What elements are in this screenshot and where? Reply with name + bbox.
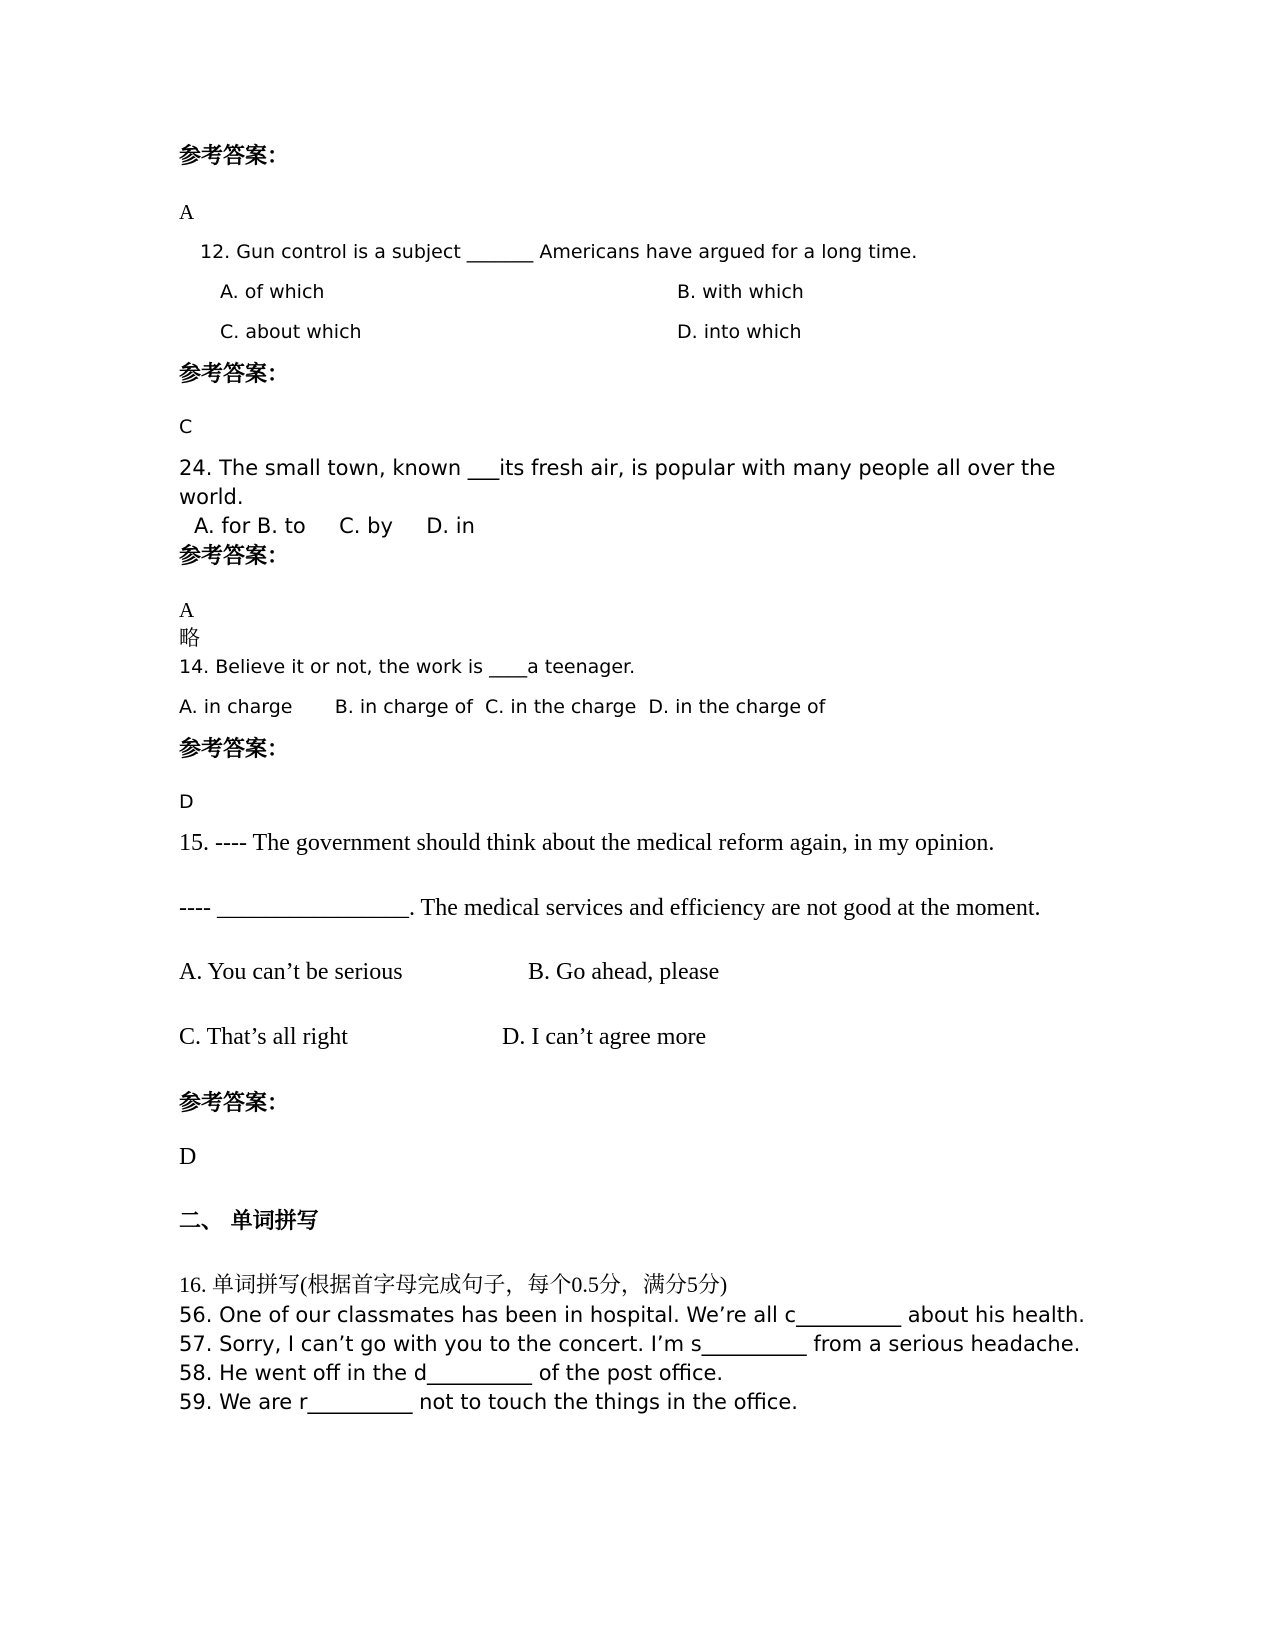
answer-heading: 参考答案： [179,544,290,569]
answer-heading: 参考答案： [179,1091,290,1116]
answer-text: D [179,1144,197,1170]
answer-text: A [179,598,195,622]
question-24-line1: 24. The small town, known ___its fresh air, is popular with many people all over the [179,456,1056,480]
option-d: D. I can’t agree more [502,1024,707,1050]
answer-heading: 参考答案： [179,144,290,169]
option-b: B. Go ahead, please [528,959,720,985]
answer-text: C [179,416,193,438]
option-a: A. of which [220,281,325,303]
section-heading: 二、 单词拼写 [179,1209,319,1234]
options-line: A. for B. to C. by D. in [194,514,475,538]
option-b: B. with which [677,281,804,303]
spelling-item-56: 56. One of our classmates has been in hospital. We’re all c__________ about his health. [179,1303,1085,1327]
answer-text: A [179,200,195,224]
question-15-line2: ---- ________________. The medical services and efficiency are not good at the moment. [179,895,1041,921]
answer-heading: 参考答案： [179,737,290,762]
answer-heading: 参考答案： [179,362,290,387]
instruction: 16. 单词拼写(根据首字母完成句子，每个0.5分，满分5分) [179,1272,728,1297]
options-line: A. in charge B. in charge of C. in the charge D. in the charge of [179,696,826,718]
question-14: 14. Believe it or not, the work is ____a teenager. [179,656,636,678]
spelling-item-59: 59. We are r__________ not to touch the things in the office. [179,1390,798,1414]
question-15-line1: 15. ---- The government should think about the medical reform again, in my opinion. [179,830,995,856]
answer-note: 略 [179,626,200,650]
answer-text: D [179,791,194,813]
question-24-line2: world. [179,485,244,509]
option-d: D. into which [677,321,802,343]
option-c: C. about which [220,321,362,343]
question-12: 12. Gun control is a subject _______ Americans have argued for a long time. [200,241,918,263]
option-a: A. You can’t be serious [179,959,403,985]
option-c: C. That’s all right [179,1024,348,1050]
spelling-item-58: 58. He went off in the d__________ of the post office. [179,1361,724,1385]
spelling-item-57: 57. Sorry, I can’t go with you to the concert. I’m s__________ from a serious headache. [179,1332,1081,1356]
